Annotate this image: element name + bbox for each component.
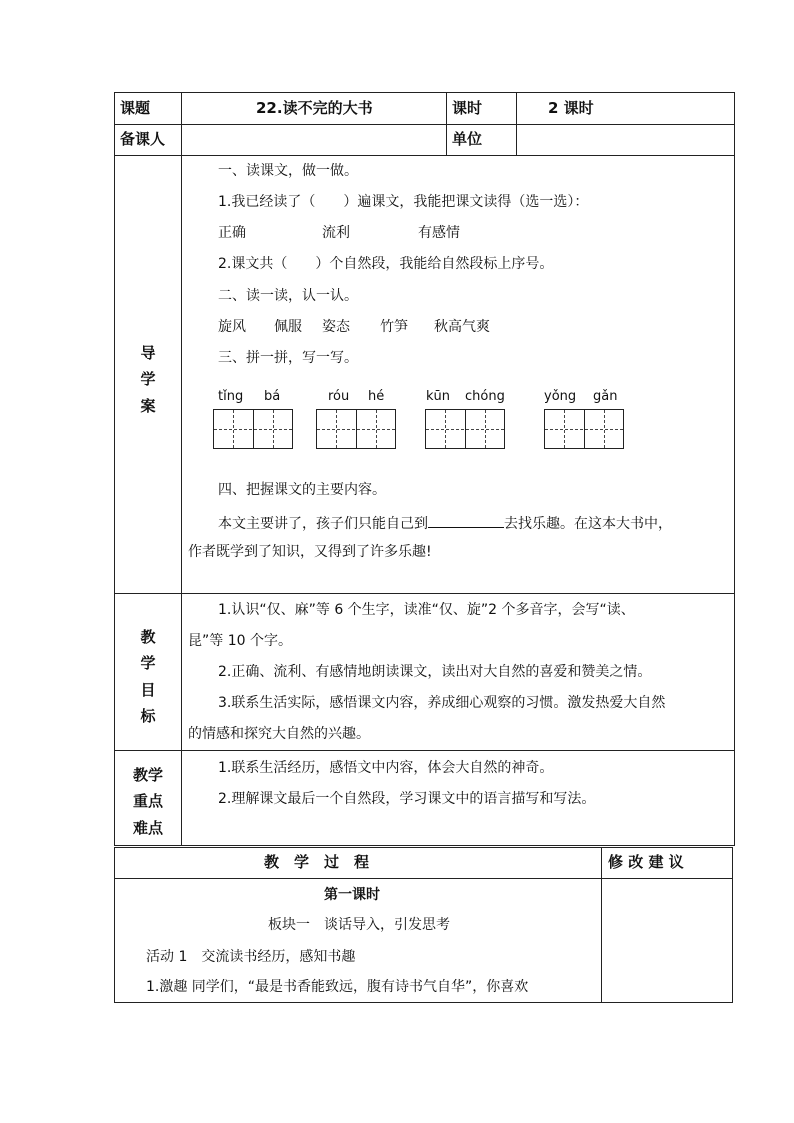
focus-label-line: 重点 — [132, 792, 163, 811]
guide-label — [115, 340, 181, 419]
goals-label-char: 标 — [140, 706, 156, 725]
topic-label: 课题 — [120, 99, 151, 117]
table-col-line-1 — [181, 92, 182, 846]
table-col-line-2 — [446, 92, 447, 156]
activity-title: 活动 1 交流读书经历，感知书趣 — [146, 949, 356, 965]
guide-s1-q1: 1.我已经读了（ ）遍课文，我能把课文读得（选一选）： — [218, 194, 589, 210]
guide-s4-text-b: 去找乐趣。在这本大书中， — [504, 516, 672, 532]
table-row-line-3 — [114, 593, 735, 594]
block-title: 板块一 谈话导入，引发思考 — [268, 917, 450, 933]
guide-s4-text-a: 本文主要讲了，孩子们只能自己到 — [218, 516, 428, 532]
guide-word: 佩服 — [274, 319, 302, 335]
goal-2: 2.正确、流利、有感情地朗读课文，读出对大自然的喜爱和赞美之情。 — [218, 664, 652, 680]
preparer-label: 备课人 — [120, 130, 166, 148]
guide-word: 秋高气爽 — [434, 319, 490, 335]
process-col-line — [601, 847, 602, 1003]
pinyin-label: hé — [368, 389, 385, 404]
guide-label-char: 导 — [140, 344, 156, 362]
goals-label-char: 教 — [140, 628, 156, 646]
guide-label-char: 学 — [140, 370, 156, 389]
lesson-title: 第一课时 — [324, 887, 380, 903]
table-border-left — [114, 92, 115, 846]
topic-value: 22.读不完的大书 — [256, 99, 373, 117]
goals-label-char: 目 — [140, 680, 156, 699]
guide-label-char: 案 — [140, 396, 156, 415]
table-border-right — [734, 92, 735, 846]
pinyin-label: bá — [264, 389, 281, 404]
hours-value: 2 课时 — [548, 99, 594, 117]
guide-word: 姿态 — [322, 319, 350, 335]
process-border-left — [114, 847, 115, 1003]
focus-label — [115, 762, 181, 841]
table-col-line-3 — [516, 92, 517, 156]
writing-grid[interactable] — [316, 409, 396, 449]
process-border-top — [114, 847, 733, 848]
pinyin-label: kūn — [426, 389, 451, 404]
focus-label-line: 教学 — [132, 766, 163, 784]
pinyin-label: yǒng — [544, 389, 577, 404]
writing-grid[interactable] — [544, 409, 624, 449]
table-row-line-2 — [114, 155, 735, 156]
guide-word: 竹笋 — [380, 319, 408, 335]
guide-s4-text-c: 作者既学到了知识，又得到了许多乐趣! — [188, 544, 432, 560]
process-header-left: 教 学 过 程 — [264, 853, 370, 871]
goal-1b: 昆”等 10 个字。 — [188, 633, 292, 649]
table-row-line-4 — [114, 750, 735, 751]
guide-s4-text — [218, 513, 672, 531]
goal-3b: 的情感和探究大自然的兴趣。 — [188, 726, 370, 742]
focus-2: 2.理解课文最后一个自然段，学习课文中的语言描写和写法。 — [218, 791, 596, 807]
process-border-right — [732, 847, 733, 1003]
guide-option: 有感情 — [418, 225, 460, 241]
guide-s2-title: 二、读一读，认一认。 — [218, 288, 358, 304]
guide-s3-title: 三、拼一拼，写一写。 — [218, 350, 358, 366]
pinyin-label: gǎn — [593, 389, 618, 404]
goal-1a: 1.认识“仅、麻”等 6 个生字，读准“仅、旋”2 个多音字，会写“读、 — [218, 602, 635, 618]
goals-label-char: 学 — [140, 654, 156, 673]
table-row-line-1 — [114, 124, 735, 125]
unit-label: 单位 — [452, 130, 483, 148]
guide-s1-title: 一、读课文，做一做。 — [218, 163, 358, 179]
pinyin-label: chóng — [465, 389, 505, 404]
pinyin-label: tǐng — [218, 389, 244, 404]
goals-label — [115, 624, 181, 729]
table-border-bottom — [114, 845, 735, 846]
process-header-line — [114, 878, 733, 879]
process-border-bottom — [114, 1002, 733, 1003]
fill-blank[interactable] — [428, 513, 504, 528]
writing-grid[interactable] — [425, 409, 505, 449]
goal-3a: 3.联系生活实际，感悟课文内容，养成细心观察的习惯。激发热爱大自然 — [218, 695, 666, 711]
focus-label-line: 难点 — [132, 818, 163, 837]
focus-1: 1.联系生活经历，感悟文中内容，体会大自然的神奇。 — [218, 760, 554, 776]
writing-grid[interactable] — [213, 409, 293, 449]
table-border-top — [114, 92, 735, 93]
guide-s4-title: 四、把握课文的主要内容。 — [218, 482, 386, 498]
process-step-1: 1.激趣 同学们，“最是书香能致远，腹有诗书气自华”，你喜欢 — [146, 979, 529, 995]
pinyin-label: róu — [328, 389, 350, 404]
process-header-right: 修 改 建 议 — [608, 853, 684, 871]
guide-option: 流利 — [322, 225, 350, 241]
guide-s1-q2: 2.课文共（ ）个自然段，我能给自然段标上序号。 — [218, 256, 554, 272]
guide-option: 正确 — [218, 225, 246, 241]
hours-label: 课时 — [452, 99, 483, 117]
guide-word: 旋风 — [218, 319, 246, 335]
